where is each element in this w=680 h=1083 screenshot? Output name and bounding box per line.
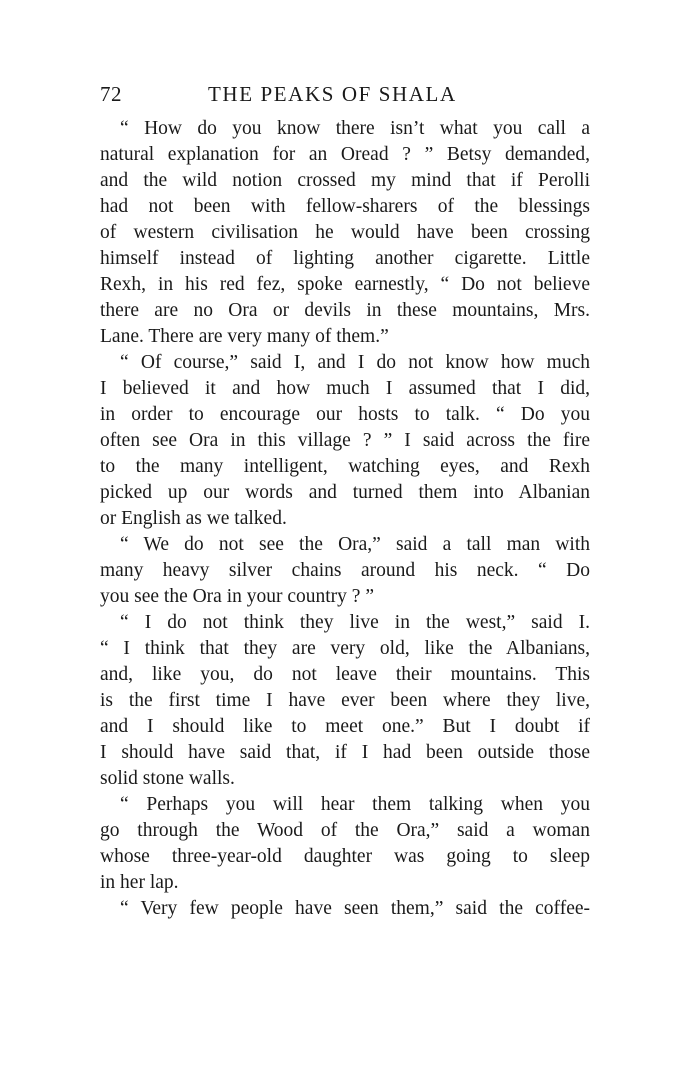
text-line: “ Of course,” said I, and I do not know how much	[120, 352, 590, 373]
text-line: “ I think that they are very old, like the Albanians,	[100, 638, 590, 659]
text-line: there are no Ora or devils in these mountains, Mrs.	[100, 300, 590, 321]
text-line: and the wild notion crossed my mind that if Perolli	[100, 170, 590, 191]
text-line: go through the Wood of the Ora,” said a woman	[100, 820, 590, 841]
text-line: “ How do you know there isn’t what you call a	[120, 118, 590, 139]
running-head	[100, 82, 590, 110]
text-line: and, like you, do not leave their mountains. This	[100, 664, 590, 685]
page-number: 72	[100, 82, 122, 106]
text-line: whose three-year-old daughter was going to sleep	[100, 846, 590, 867]
text-line: I believed it and how much I assumed that I did,	[100, 378, 590, 399]
text-line: and I should like to meet one.” But I doubt if	[100, 716, 590, 737]
text-line: “ Perhaps you will hear them talking when you	[120, 794, 590, 815]
text-line: in her lap.	[100, 872, 179, 893]
text-line: solid stone walls.	[100, 768, 235, 789]
text-line: to the many intelligent, watching eyes, and Rexh	[100, 456, 590, 477]
body-text	[100, 116, 590, 922]
text-line: you see the Ora in your country ? ”	[100, 586, 374, 607]
running-title: THE PEAKS OF SHALA	[208, 82, 457, 106]
text-line: “ We do not see the Ora,” said a tall man with	[120, 534, 590, 555]
text-line: “ I do not think they live in the west,” said I.	[120, 612, 590, 633]
text-line: picked up our words and turned them into Albanian	[100, 482, 590, 503]
text-line: I should have said that, if I had been outside those	[100, 742, 590, 763]
text-line: himself instead of lighting another cigarette. Little	[100, 248, 590, 269]
text-line: in order to encourage our hosts to talk. “ Do you	[100, 404, 590, 425]
text-line: “ Very few people have seen them,” said the coffee-	[120, 898, 590, 919]
text-line: of western civilisation he would have been crossing	[100, 222, 590, 243]
text-line: had not been with fellow-sharers of the blessings	[100, 196, 590, 217]
text-line: Lane. There are very many of them.”	[100, 326, 389, 347]
text-line: is the first time I have ever been where they live,	[100, 690, 590, 711]
text-line: or English as we talked.	[100, 508, 287, 529]
text-line: many heavy silver chains around his neck. “ Do	[100, 560, 590, 581]
text-line: Rexh, in his red fez, spoke earnestly, “ Do not believe	[100, 274, 590, 295]
text-line: often see Ora in this village ? ” I said across the fire	[100, 430, 590, 451]
text-line: natural explanation for an Oread ? ” Betsy demanded,	[100, 144, 590, 165]
